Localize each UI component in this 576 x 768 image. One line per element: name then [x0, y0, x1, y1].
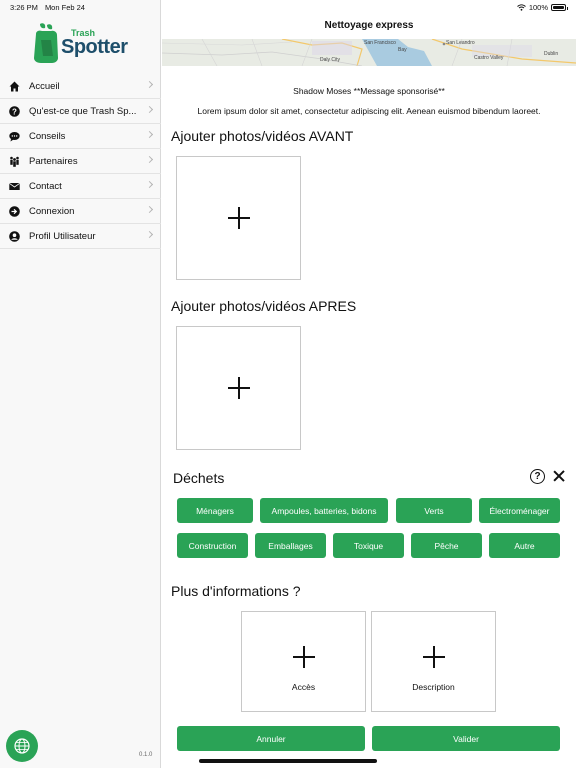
sidebar-item-label: Qu'est-ce que Trash Sp... — [29, 105, 137, 117]
chip-autre[interactable]: Autre — [489, 533, 560, 558]
language-button[interactable] — [6, 730, 38, 762]
logo-trash-text: Trash — [71, 28, 96, 38]
map-label: Dublin — [544, 51, 559, 57]
globe-icon — [14, 738, 30, 754]
app-version: 0.1.0 — [139, 752, 153, 758]
chevron-right-icon — [146, 106, 153, 113]
help-icon[interactable]: ? — [530, 469, 545, 484]
sidebar-item-connexion[interactable] — [0, 199, 161, 224]
more-info-title: Plus d'informations ? — [171, 583, 301, 599]
add-photo-before-button[interactable] — [176, 156, 301, 280]
map-label: Daly City — [320, 57, 341, 63]
plus-icon — [228, 377, 250, 399]
add-acces-button[interactable] — [241, 611, 366, 712]
sidebar-item-conseils[interactable] — [0, 124, 161, 149]
chevron-right-icon — [146, 181, 153, 188]
chevron-right-icon — [146, 231, 153, 238]
plus-icon — [228, 207, 250, 229]
login-icon — [9, 206, 20, 217]
sponsored-message: Shadow Moses **Message sponsorisé** — [293, 86, 445, 96]
svg-text:?: ? — [12, 106, 17, 116]
sidebar-item-label: Accueil — [29, 80, 60, 92]
cancel-button[interactable]: Annuler — [177, 726, 365, 751]
home-icon — [9, 81, 20, 92]
sidebar-item-label: Contact — [29, 180, 62, 192]
status-time: 3:26 PM — [10, 3, 38, 12]
chevron-right-icon — [146, 156, 153, 163]
chip-menagers[interactable]: Ménagers — [177, 498, 253, 523]
plus-icon — [423, 646, 445, 668]
chip-verts[interactable]: Verts — [396, 498, 472, 523]
home-indicator — [199, 759, 377, 763]
close-icon[interactable] — [553, 470, 565, 482]
chip-construction[interactable]: Construction — [177, 533, 248, 558]
partners-icon — [9, 156, 20, 167]
map-label: San Francisco — [364, 40, 396, 46]
sidebar-item-label: Conseils — [29, 130, 66, 142]
validate-button[interactable]: Valider — [372, 726, 560, 751]
user-icon — [9, 231, 20, 242]
plus-icon — [293, 646, 315, 668]
map-label: Bay — [398, 47, 407, 53]
sidebar-item-label: Connexion — [29, 205, 75, 217]
chat-icon — [9, 131, 20, 142]
sidebar-item-partenaires[interactable] — [0, 149, 161, 174]
dechets-title: Déchets — [173, 470, 225, 486]
add-description-button[interactable] — [371, 611, 496, 712]
status-date: Mon Feb 24 — [44, 3, 85, 12]
sidebar-item-contact[interactable] — [0, 174, 161, 199]
sidebar-item-label: Partenaires — [29, 155, 78, 167]
photos-after-title: Ajouter photos/vidéos APRES — [171, 298, 357, 314]
leaf-bag-icon — [31, 22, 61, 64]
sidebar-item-accueil[interactable] — [0, 74, 161, 99]
chevron-right-icon — [146, 206, 153, 213]
trash-spotter-logo — [31, 22, 131, 64]
logo-spotter-text: Spotter — [61, 36, 128, 58]
sidebar-item-about[interactable] — [0, 99, 161, 124]
description-label: Description — [412, 682, 455, 692]
chip-toxique[interactable]: Toxique — [333, 533, 404, 558]
question-icon — [9, 106, 20, 117]
map-label: San Leandro — [446, 40, 475, 46]
acces-label: Accès — [291, 682, 316, 692]
chip-ampoules[interactable]: Ampoules, batteries, bidons — [260, 498, 388, 523]
sidebar-nav — [0, 74, 161, 249]
chip-electromenager[interactable]: Électroménager — [479, 498, 560, 523]
description-text: Lorem ipsum dolor sit amet, consectetur adipiscing elit. Aenean euismod bibendum laoreet. — [197, 106, 541, 116]
battery-percent: 100% — [528, 3, 548, 12]
page-title: Nettoyage express — [324, 20, 414, 31]
chip-emballages[interactable]: Emballages — [255, 533, 326, 558]
map-label: Castro Valley — [474, 55, 504, 61]
mail-icon — [9, 181, 20, 192]
chevron-right-icon — [146, 81, 153, 88]
main-content — [162, 0, 576, 768]
chip-peche[interactable]: Pêche — [411, 533, 482, 558]
add-photo-after-button[interactable] — [176, 326, 301, 450]
photos-before-title: Ajouter photos/vidéos AVANT — [171, 128, 354, 144]
map-view[interactable] — [162, 39, 576, 66]
sidebar-item-label: Profil Utilisateur — [29, 230, 96, 242]
sidebar-item-profil[interactable] — [0, 224, 161, 249]
chevron-right-icon — [146, 131, 153, 138]
sidebar — [0, 0, 161, 768]
